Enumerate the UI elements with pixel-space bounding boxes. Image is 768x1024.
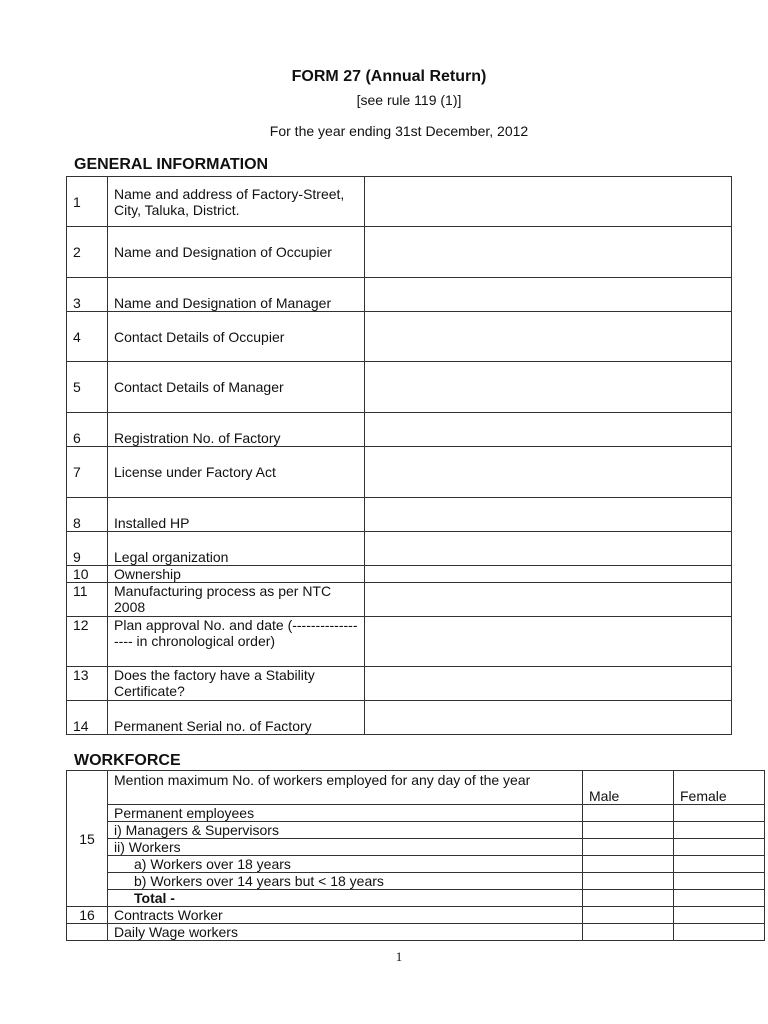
table-row: [67, 362, 732, 413]
female-cell: [674, 856, 765, 873]
workforce-heading: WORKFORCE: [74, 752, 181, 769]
row-value: [365, 617, 732, 667]
table-row: [67, 873, 765, 890]
table-row: [67, 617, 732, 667]
table-row: [67, 583, 732, 617]
workforce-header-label: Mention maximum No. of workers employed for any day of the year: [108, 771, 583, 805]
table-row: [67, 532, 732, 566]
row-number: 12: [67, 617, 108, 667]
row-number: 3: [67, 278, 108, 312]
row-number: 4: [67, 312, 108, 362]
row-number: 11: [67, 583, 108, 617]
table-row: [67, 667, 732, 701]
row-label: License under Factory Act: [108, 447, 365, 498]
row-value: [365, 667, 732, 701]
row-value: [365, 177, 732, 227]
row-value: [365, 498, 732, 532]
row-label: Registration No. of Factory: [108, 413, 365, 447]
table-row: [67, 890, 765, 907]
row-label: i) Managers & Supervisors: [108, 822, 583, 839]
male-cell: [583, 890, 674, 907]
female-column-header: Female: [674, 771, 765, 805]
table-row: [67, 839, 765, 856]
table-row: [67, 771, 765, 805]
row-number: 9: [67, 532, 108, 566]
row-value: [365, 227, 732, 278]
row-label: Name and Designation of Manager: [108, 278, 365, 312]
female-cell: [674, 805, 765, 822]
table-row: [67, 701, 732, 735]
row-value: [365, 312, 732, 362]
row-label: Contact Details of Occupier: [108, 312, 365, 362]
row-value: [365, 566, 732, 583]
female-cell: [674, 924, 765, 941]
female-cell: [674, 822, 765, 839]
table-row: [67, 177, 732, 227]
row-label: Contact Details of Manager: [108, 362, 365, 413]
row-value: [365, 532, 732, 566]
table-row: [67, 227, 732, 278]
row-label: ii) Workers: [108, 839, 583, 856]
female-cell: [674, 839, 765, 856]
row-number: 7: [67, 447, 108, 498]
form-title: FORM 27 (Annual Return): [291, 68, 487, 85]
row-label: Permanent employees: [108, 805, 583, 822]
row-number: 14: [67, 701, 108, 735]
male-cell: [583, 907, 674, 924]
male-cell: [583, 805, 674, 822]
row-label: Ownership: [108, 566, 365, 583]
row-number: 6: [67, 413, 108, 447]
row-value: [365, 413, 732, 447]
row-value: [365, 447, 732, 498]
table-row: [67, 498, 732, 532]
row-label: Permanent Serial no. of Factory: [108, 701, 365, 735]
row-label: Daily Wage workers: [108, 924, 583, 941]
table-row: [67, 907, 765, 924]
table-row: [67, 566, 732, 583]
row-label: Does the factory have a Stability Certificate?: [108, 667, 365, 701]
workforce-table: [66, 770, 765, 941]
row-label: b) Workers over 14 years but < 18 years: [108, 873, 583, 890]
row-label: Legal organization: [108, 532, 365, 566]
row-label: a) Workers over 18 years: [108, 856, 583, 873]
row-value: [365, 362, 732, 413]
general-information-heading: GENERAL INFORMATION: [74, 156, 269, 173]
female-cell: [674, 873, 765, 890]
table-row: [67, 822, 765, 839]
row-number: 15: [67, 771, 108, 907]
male-cell: [583, 856, 674, 873]
table-row: [67, 447, 732, 498]
row-number: 16: [67, 907, 108, 924]
table-row: [67, 924, 765, 941]
male-cell: [583, 924, 674, 941]
row-value: [365, 701, 732, 735]
table-row: [67, 856, 765, 873]
row-number: 2: [67, 227, 108, 278]
row-number: 8: [67, 498, 108, 532]
row-label: Name and Designation of Occupier: [108, 227, 365, 278]
row-number: 13: [67, 667, 108, 701]
page-number: 1: [395, 949, 403, 964]
row-label: Manufacturing process as per NTC 2008: [108, 583, 365, 617]
row-label: Plan approval No. and date (------------------ in chronological order): [108, 617, 365, 667]
table-row: [67, 312, 732, 362]
female-cell: [674, 890, 765, 907]
total-label: Total -: [108, 890, 583, 907]
male-cell: [583, 873, 674, 890]
rule-reference: [see rule 119 (1)]: [356, 92, 462, 108]
row-number: 1: [67, 177, 108, 227]
row-number: 5: [67, 362, 108, 413]
row-label: Installed HP: [108, 498, 365, 532]
table-row: [67, 278, 732, 312]
row-number: [67, 924, 108, 941]
table-row: [67, 413, 732, 447]
row-label: Name and address of Factory-Street, City, Taluka, District.: [108, 177, 365, 227]
row-value: [365, 278, 732, 312]
male-column-header: Male: [583, 771, 674, 805]
row-number: 10: [67, 566, 108, 583]
male-cell: [583, 839, 674, 856]
male-cell: [583, 822, 674, 839]
row-label: Contracts Worker: [108, 907, 583, 924]
year-ending-line: For the year ending 31st December, 2012: [269, 123, 529, 139]
row-value: [365, 583, 732, 617]
female-cell: [674, 907, 765, 924]
general-information-table: [66, 176, 732, 735]
table-row: [67, 805, 765, 822]
